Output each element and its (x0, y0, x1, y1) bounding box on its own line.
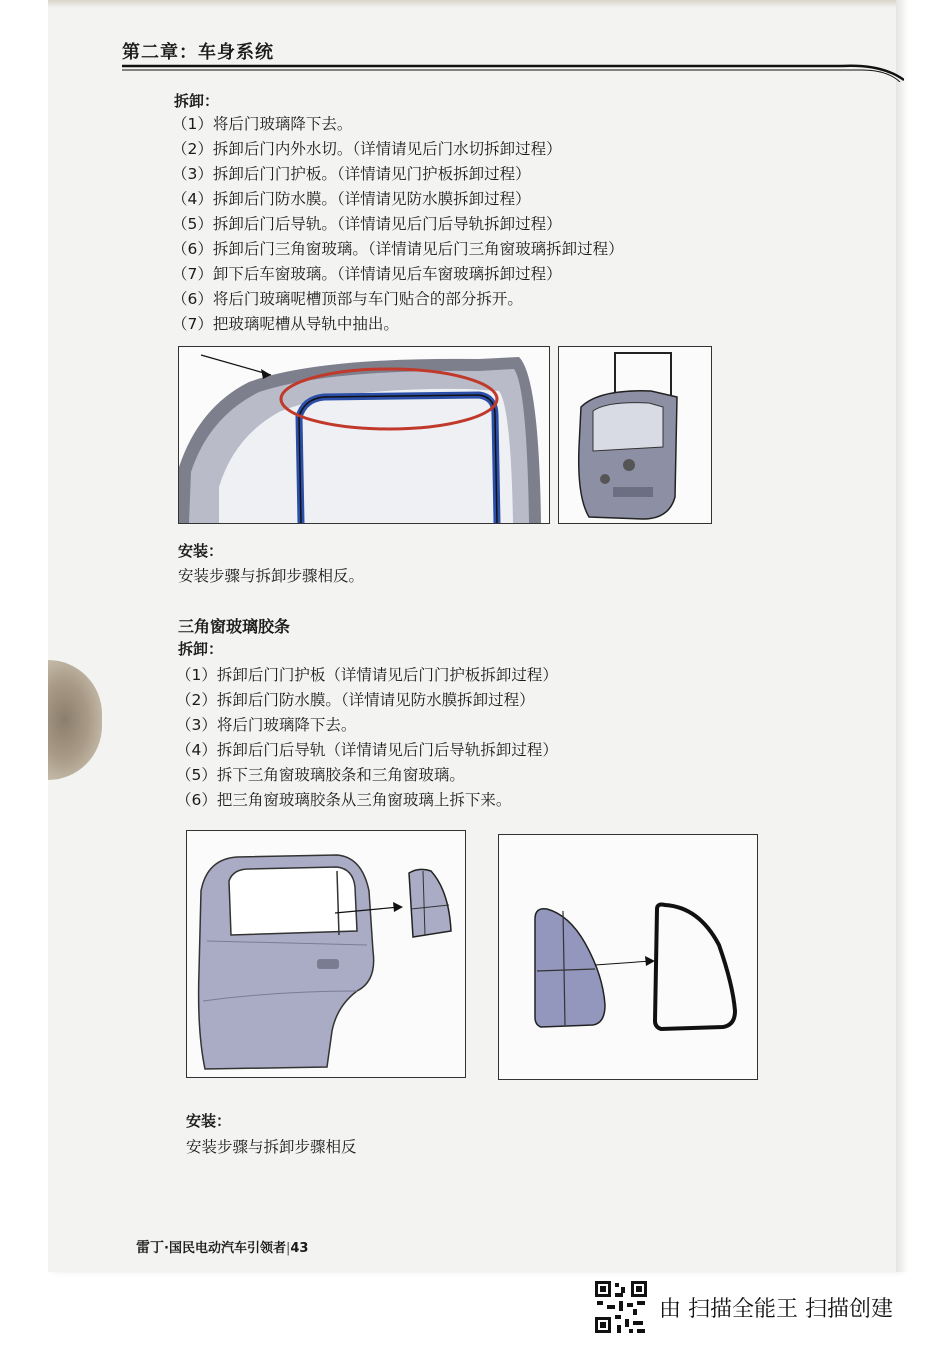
remove-heading: 拆卸： (178, 640, 224, 658)
figure-door-triangle-window (186, 830, 466, 1078)
step-item: （7）把玻璃呢槽从导轨中抽出。 (172, 315, 399, 333)
install-heading: 安装： (178, 542, 224, 560)
watermark-text: 由 扫描全能王 扫描创建 (659, 1296, 893, 1322)
remove-heading: 拆卸： (174, 92, 220, 110)
install-text: 安装步骤与拆卸步骤相反 (186, 1138, 357, 1156)
step-item: （2）拆卸后门防水膜。（详情请见防水膜拆卸过程） (176, 691, 535, 709)
page-number: 43 (290, 1241, 309, 1256)
section-title: 三角窗玻璃胶条 (178, 617, 291, 636)
figure-triangle-glass-seal (498, 834, 758, 1080)
step-item: （6）拆卸后门三角窗玻璃。（详情请见后门三角窗玻璃拆卸过程） (172, 240, 624, 258)
step-item: （5）拆卸后门后导轨。（详情请见后门后导轨拆卸过程） (172, 215, 562, 233)
step-item: （6）将后门玻璃呢槽顶部与车门贴合的部分拆开。 (172, 290, 523, 308)
brand-logo: 雷丁 (136, 1240, 164, 1256)
figure-rear-door (558, 346, 712, 524)
step-item: （5）拆下三角窗玻璃胶条和三角窗玻璃。 (176, 766, 465, 784)
step-item: （6）把三角窗玻璃胶条从三角窗玻璃上拆下来。 (176, 791, 512, 809)
chapter-title: 第二章：车身系统 (122, 42, 274, 63)
header-rule (122, 58, 904, 82)
brand-tagline: ·国民电动汽车引领者 (164, 1241, 286, 1256)
page-right-edge (896, 0, 906, 1272)
step-item: （1）将后门玻璃降下去。 (172, 115, 353, 133)
footer-separator: | (285, 1241, 291, 1256)
step-item: （4）拆卸后门后导轨（详情请见后门后导轨拆卸过程） (176, 741, 558, 759)
step-item: （4）拆卸后门防水膜。（详情请见防水膜拆卸过程） (172, 190, 531, 208)
page-top-edge (48, 0, 900, 8)
step-item: （7）卸下后车窗玻璃。（详情请见后车窗玻璃拆卸过程） (172, 265, 562, 283)
figure-door-frame-seal (178, 346, 550, 524)
qr-code-icon (593, 1279, 649, 1335)
step-item: （1）拆卸后门门护板（详情请见后门门护板拆卸过程） (176, 666, 558, 684)
scanner-watermark (593, 1277, 893, 1337)
step-item: （3）将后门玻璃降下去。 (176, 716, 357, 734)
install-text: 安装步骤与拆卸步骤相反。 (178, 567, 365, 585)
install-heading: 安装： (186, 1112, 232, 1130)
step-item: （3）拆卸后门门护板。（详情请见门护板拆卸过程） (172, 165, 531, 183)
page-footer (136, 1237, 308, 1257)
step-item: （2）拆卸后门内外水切。（详情请见后门水切拆卸过程） (172, 140, 562, 158)
